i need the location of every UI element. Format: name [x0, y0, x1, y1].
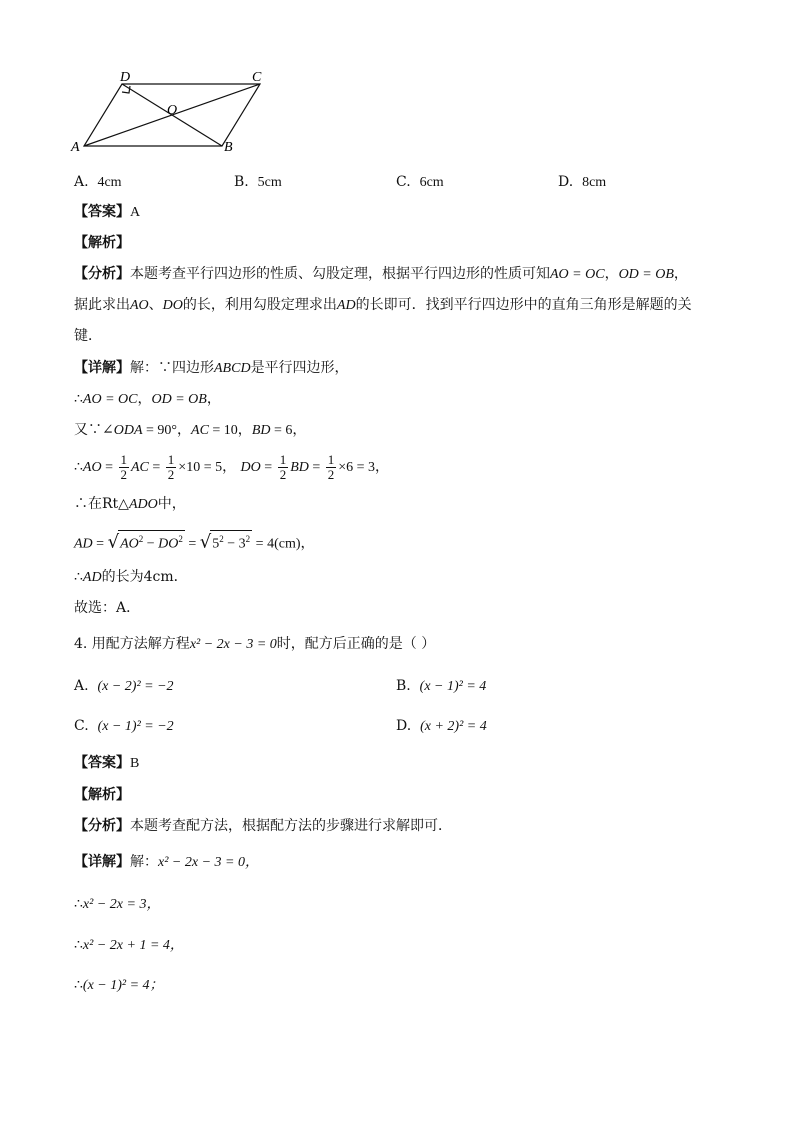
- q4-jiexi: 【解析】: [74, 787, 130, 803]
- q4-option-b: B. (x − 1)² = 4: [396, 678, 487, 694]
- q4-stem: 4. 用配方法解方程x² − 2x − 3 = 0时，配方后正确的是（ ）: [74, 636, 436, 652]
- q3-choose: 故选：A．: [74, 600, 141, 616]
- q3-step-line6: AD = $√AO^2 - DO^2 = √5^2 - 3^2 = 4(cm)$，: [74, 531, 315, 553]
- fraction-half: $\frac{1}{2}$: [279, 451, 287, 482]
- q3-fenxi-line3: 键．: [74, 328, 102, 344]
- label-o: O: [167, 103, 178, 118]
- q3-answer: 【答案】A: [74, 204, 141, 220]
- q3-option-a: A. 4cm: [74, 174, 122, 190]
- q3-option-d: D. 8cm: [558, 174, 607, 190]
- q3-step-line7: ∴AD的长为4cm．: [74, 569, 188, 585]
- fraction-half: $\frac{1}{2}$: [167, 451, 175, 482]
- q3-option-c: C. 6cm: [396, 174, 444, 190]
- label-b: B: [224, 140, 233, 155]
- q3-step-line2: ∴AO = OC，OD = OB，: [74, 391, 221, 407]
- q3-jiexi: 【解析】: [74, 235, 130, 251]
- label-a: A: [71, 140, 80, 155]
- parallelogram-figure: [66, 66, 276, 158]
- fraction-half: $\frac{1}{2}$: [120, 451, 127, 482]
- q4-fenxi: 【分析】本题考查配方法，根据配方法的步骤进行求解即可．: [74, 818, 452, 834]
- q4-option-a: A. (x − 2)² = −2: [74, 678, 174, 694]
- q4-option-c: C. (x − 1)² = −2: [74, 718, 174, 734]
- q4-xiangjie: 【详解】解：x² − 2x − 3 = 0，: [74, 854, 259, 870]
- q3-step-line3: 又∵∠ODA = 90°，AC = 10，BD = 6，: [74, 422, 307, 438]
- q4-step2: ∴x² − 2x + 1 = 4，: [74, 937, 184, 953]
- sqrt-expr-1: $AO^2 - DO^2$: [118, 530, 185, 553]
- q3-option-b: B. 5cm: [234, 174, 282, 190]
- fraction-half: $\frac{1}{2}$: [327, 451, 335, 482]
- sqrt-expr-2: $5^2 - 3^2$: [210, 530, 252, 553]
- q3-step-line5: ∴在Rt△ADO中，: [74, 496, 186, 512]
- q3-fenxi-line2: 据此求出AO、DO的长，利用勾股定理求出AD的长即可．找到平行四边形中的直角三角形是解题的关: [74, 297, 692, 313]
- q3-step-line4: ∴AO = $\frac{1}{2}$ AC = $\frac{1}{2}$ ×10 = 5， DO = $\frac{1}{2}$ BD = $\frac{1}{2}$ ×6 = 3，: [74, 451, 390, 482]
- q3-xiangjie-line1: 【详解】解：∵四边形ABCD是平行四边形，: [74, 360, 349, 376]
- q4-option-d: D. (x + 2)² = 4: [396, 718, 487, 734]
- q4-answer: 【答案】B: [74, 755, 140, 771]
- q3-fenxi-line1: 【分析】本题考查平行四边形的性质、勾股定理，根据平行四边形的性质可知AO = OC，OD = OB，: [74, 266, 688, 282]
- label-d: D: [120, 70, 131, 85]
- label-c: C: [252, 70, 262, 85]
- q4-step3: ∴(x − 1)² = 4；: [74, 977, 164, 993]
- q4-step1: ∴x² − 2x = 3，: [74, 896, 161, 912]
